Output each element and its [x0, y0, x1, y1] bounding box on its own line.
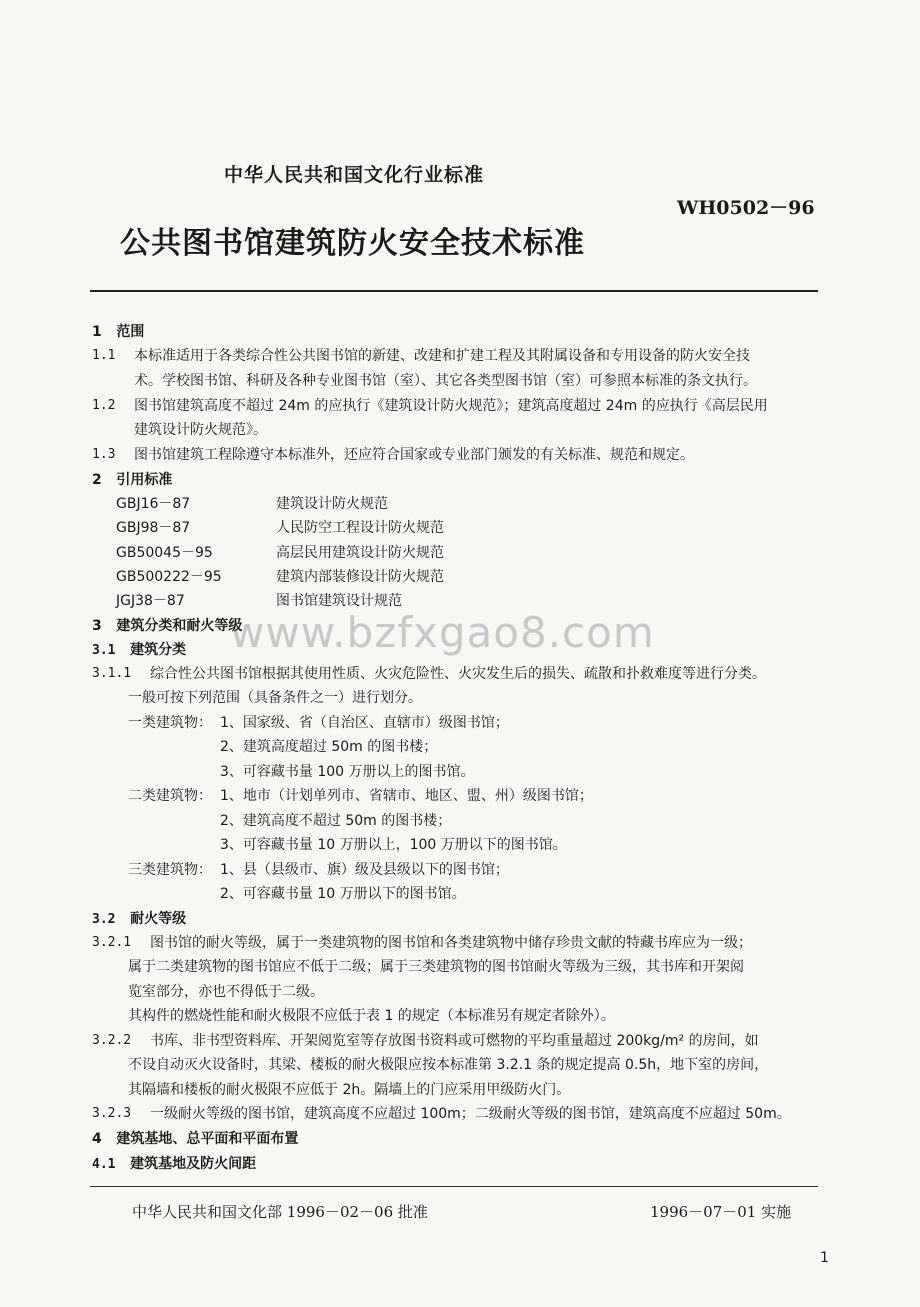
paragraph-line: 图书馆建筑高度不超过 24m 的应执行《建筑设计防火规范》；建筑高度超过 24m 的应执行《高层民用 [134, 398, 768, 414]
approval-line: 中华人民共和国文化部 1996－02－06 批准 [132, 1203, 428, 1221]
section-4-heading: 4 建筑基地、总平面和平面布置 [92, 1131, 299, 1147]
class-item: 1、地市（计划单列市、省辖市、地区、盟、州）级图书馆； [220, 788, 593, 804]
paragraph-line: 术。学校图书馆、科研及各种专业图书馆（室）、其它各类型图书馆（室）可参照本标准的条文执行。 [134, 373, 757, 389]
reference-name: 高层民用建筑设计防火规范 [276, 545, 444, 561]
paragraph-line: 建筑设计防火规范》。 [134, 422, 267, 438]
reference-code: GBJ98－87 [116, 520, 191, 536]
paragraph-line: 其隔墙和楼板的耐火极限不应低于 2h。隔墙上的门应采用甲级防火门。 [128, 1082, 571, 1098]
class-label: 二类建筑物： [128, 788, 212, 804]
clause-number: 1.2 [92, 398, 116, 413]
clause-number: 3.2.1 [92, 935, 132, 950]
section-2-heading: 2 引用标准 [92, 472, 173, 488]
clause-number: 3.2.2 [92, 1033, 132, 1048]
paragraph-line: 一级耐火等级的图书馆，建筑高度不应超过 100m；二级耐火等级的图书馆，建筑高度不应超过 50m。 [150, 1106, 791, 1122]
class-item: 3、可容藏书量 100 万册以上的图书馆。 [220, 764, 475, 780]
reference-name: 人民防空工程设计防火规范 [276, 520, 444, 536]
subsection-4-1-heading: 4.1 建筑基地及防火间距 [92, 1156, 257, 1172]
class-item: 1、国家级、省（自治区、直辖市）级图书馆； [220, 715, 509, 731]
class-item: 1、县（县级市、旗）级及县级以下的图书馆； [220, 862, 509, 878]
paragraph-line: 书库、非书型资料库、开架阅览室等存放图书资料或可燃物的平均重量超过 200kg/m² 的房间，如 [150, 1033, 759, 1049]
class-label: 三类建筑物： [128, 862, 212, 878]
paragraph-line: 图书馆的耐火等级，属于一类建筑物的图书馆和各类建筑物中储存珍贵文献的特藏书库应为一级； [150, 935, 752, 951]
paragraph-line: 图书馆建筑工程除遵守本标准外，还应符合国家或专业部门颁发的有关标准、规范和规定。 [134, 447, 694, 463]
class-item: 3、可容藏书量 10 万册以上，100 万册以下的图书馆。 [220, 837, 567, 853]
reference-name: 建筑设计防火规范 [276, 496, 388, 512]
reference-name: 建筑内部装修设计防火规范 [276, 569, 444, 585]
watermark: www.bzfxgao8.com [230, 608, 655, 657]
document-title: 公共图书馆建筑防火安全技术标准 [120, 226, 585, 261]
reference-code: GB50045－95 [116, 545, 213, 561]
clause-number: 3.2.3 [92, 1106, 132, 1121]
paragraph-line: 一般可按下列范围（具备条件之一）进行划分。 [128, 690, 422, 706]
class-item: 2、建筑高度不超过 50m 的图书楼； [220, 813, 452, 829]
clause-number: 1.1 [92, 348, 116, 363]
paragraph-line: 览室部分，亦也不得低于二级。 [128, 984, 324, 1000]
header-rule [90, 290, 818, 292]
footer-rule [90, 1186, 818, 1187]
paragraph-line: 本标准适用于各类综合性公共图书馆的新建、改建和扩建工程及其附属设备和专用设备的防火安全技 [134, 348, 750, 364]
reference-code: JGJ38－87 [116, 593, 185, 609]
clause-number: 3.1.1 [92, 666, 132, 681]
paragraph-line: 综合性公共图书馆根据其使用性质、火灾危险性、火灾发生后的损失、疏散和扑救难度等进行分类。 [150, 666, 766, 682]
subsection-3-1-heading: 3.1 建筑分类 [92, 642, 187, 658]
paragraph-line: 不设自动灭火设备时，其梁、楼板的耐火极限应按本标准第 3.2.1 条的规定提高 0.5h，地下室的房间， [128, 1057, 769, 1073]
effective-date: 1996－07－01 实施 [650, 1203, 792, 1221]
page-number: 1 [820, 1250, 829, 1266]
section-1-heading: 1 范围 [92, 324, 145, 340]
class-item: 2、可容藏书量 10 万册以下的图书馆。 [220, 886, 466, 902]
class-label: 一类建筑物： [128, 715, 212, 731]
class-item: 2、建筑高度超过 50m 的图书楼； [220, 739, 438, 755]
paragraph-line: 其构件的燃烧性能和耐火极限不应低于表 1 的规定（本标准另有规定者除外）。 [128, 1008, 615, 1024]
paragraph-line: 属于二类建筑物的图书馆应不低于二级；属于三类建筑物的图书馆耐火等级为三级，其书库和开架阅 [128, 959, 744, 975]
reference-code: GBJ16－87 [116, 496, 191, 512]
subsection-3-2-heading: 3.2 耐火等级 [92, 911, 187, 927]
reference-code: GB500222－95 [116, 569, 222, 585]
standard-code: WH0502－96 [677, 197, 815, 219]
reference-name: 图书馆建筑设计规范 [276, 593, 402, 609]
section-3-heading: 3 建筑分类和耐火等级 [92, 618, 243, 634]
clause-number: 1.3 [92, 447, 116, 462]
issuing-organization: 中华人民共和国文化行业标准 [224, 164, 485, 186]
